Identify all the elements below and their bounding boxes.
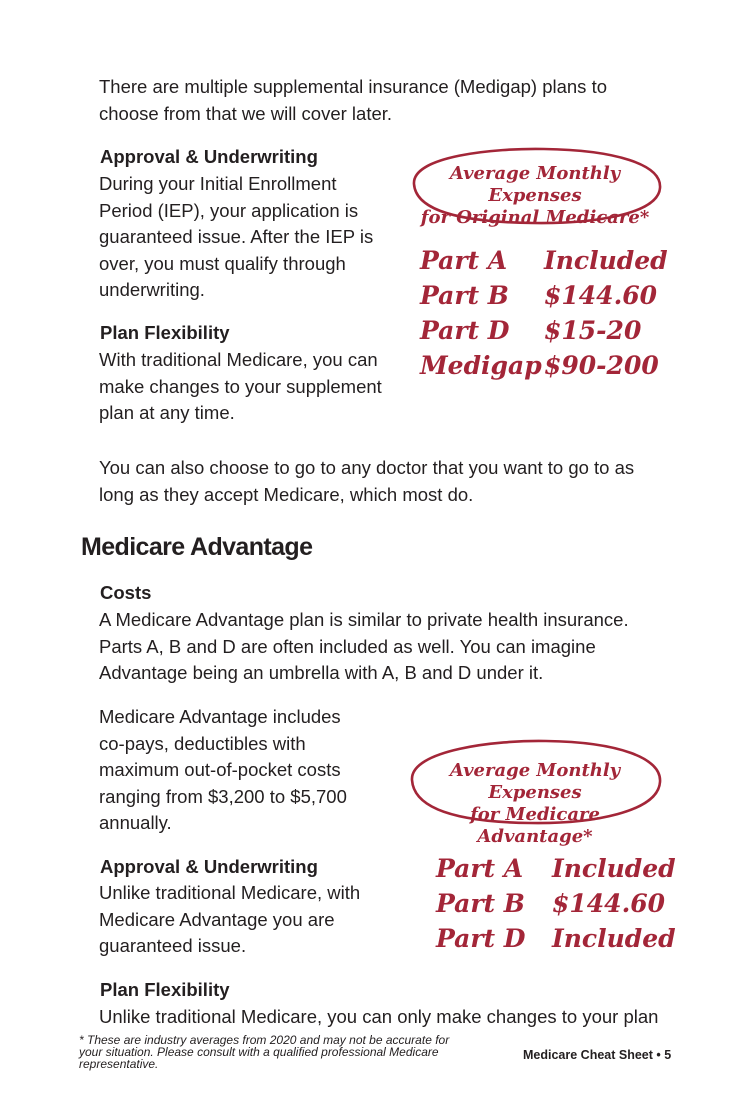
original-expenses-title bbox=[412, 163, 658, 229]
advantage-expenses-table bbox=[436, 851, 676, 956]
expense-cost: $90-200 bbox=[544, 351, 659, 380]
advantage-expenses-title-line2: for Medicare Advantage* bbox=[470, 804, 600, 847]
original-expenses-table bbox=[420, 243, 668, 383]
advantage-costs-heading: Costs bbox=[100, 582, 152, 603]
expense-part: Medigap bbox=[420, 351, 542, 380]
expense-row bbox=[420, 243, 668, 278]
advantage-flex-heading: Plan Flexibility bbox=[100, 979, 230, 1000]
advantage-approval-text: Unlike traditional Medicare, with Medicare Advantage you are guaranteed issue. bbox=[99, 882, 361, 956]
original-flex-heading: Plan Flexibility bbox=[100, 322, 230, 343]
expense-row bbox=[420, 348, 668, 383]
expense-cost: Included bbox=[552, 924, 676, 953]
advantage-flex-text: Unlike traditional Medicare, you can only make changes to your plan bbox=[99, 1006, 659, 1027]
doctor-paragraph: You can also choose to go to any doctor that you want to go to as long as they accept Medicare, which most do. bbox=[99, 457, 635, 505]
expense-row bbox=[436, 921, 676, 956]
expense-row bbox=[420, 313, 668, 348]
advantage-expenses-title bbox=[410, 760, 660, 848]
original-expenses-title-line2: for Original Medicare* bbox=[420, 207, 650, 228]
expense-part: Part D bbox=[420, 316, 510, 345]
original-approval-text: During your Initial Enrollment Period (IEP), your application is guaranteed issue. After the IEP is over, you must qualify through underwriting. bbox=[99, 173, 374, 300]
expense-part: Part B bbox=[436, 889, 525, 918]
original-expenses-title-line1: Average Monthly Expenses bbox=[449, 163, 621, 206]
page-label: Medicare Cheat Sheet • 5 bbox=[523, 1048, 672, 1062]
expense-cost: $15-20 bbox=[544, 316, 642, 345]
section-heading-advantage: Medicare Advantage bbox=[81, 533, 313, 561]
expense-row bbox=[436, 851, 676, 886]
expense-row bbox=[436, 886, 676, 921]
expense-part: Part D bbox=[436, 924, 526, 953]
expense-part: Part A bbox=[420, 246, 508, 275]
advantage-approval-heading: Approval & Underwriting bbox=[100, 856, 318, 877]
original-approval-heading: Approval & Underwriting bbox=[100, 146, 318, 167]
expense-cost: Included bbox=[552, 854, 676, 883]
advantage-costs-text: A Medicare Advantage plan is similar to private health insurance. Parts A, B and D are often included as well. You can imagine Advantage being an umbrella with A, B and D under it. bbox=[99, 609, 629, 683]
footnote: * These are industry averages from 2020 and may not be accurate for your situation. Please consult with a qualified professional Medicare representative. bbox=[79, 1033, 450, 1071]
expense-cost: Included bbox=[544, 246, 668, 275]
advantage-includes-text: Medicare Advantage includes co-pays, deductibles with maximum out-of-pocket costs ranging from $3,200 to $5,700 annually. bbox=[99, 706, 347, 833]
original-flex-text: With traditional Medicare, you can make changes to your supplement plan at any time. bbox=[99, 349, 382, 423]
expense-part: Part B bbox=[420, 281, 509, 310]
expense-part: Part A bbox=[436, 854, 524, 883]
advantage-expenses-title-line1: Average Monthly Expenses bbox=[449, 760, 621, 803]
expense-row bbox=[420, 278, 668, 313]
expense-cost: $144.60 bbox=[552, 889, 666, 918]
expense-cost: $144.60 bbox=[544, 281, 658, 310]
intro-paragraph: There are multiple supplemental insurance (Medigap) plans to choose from that we will cover later. bbox=[99, 76, 607, 124]
